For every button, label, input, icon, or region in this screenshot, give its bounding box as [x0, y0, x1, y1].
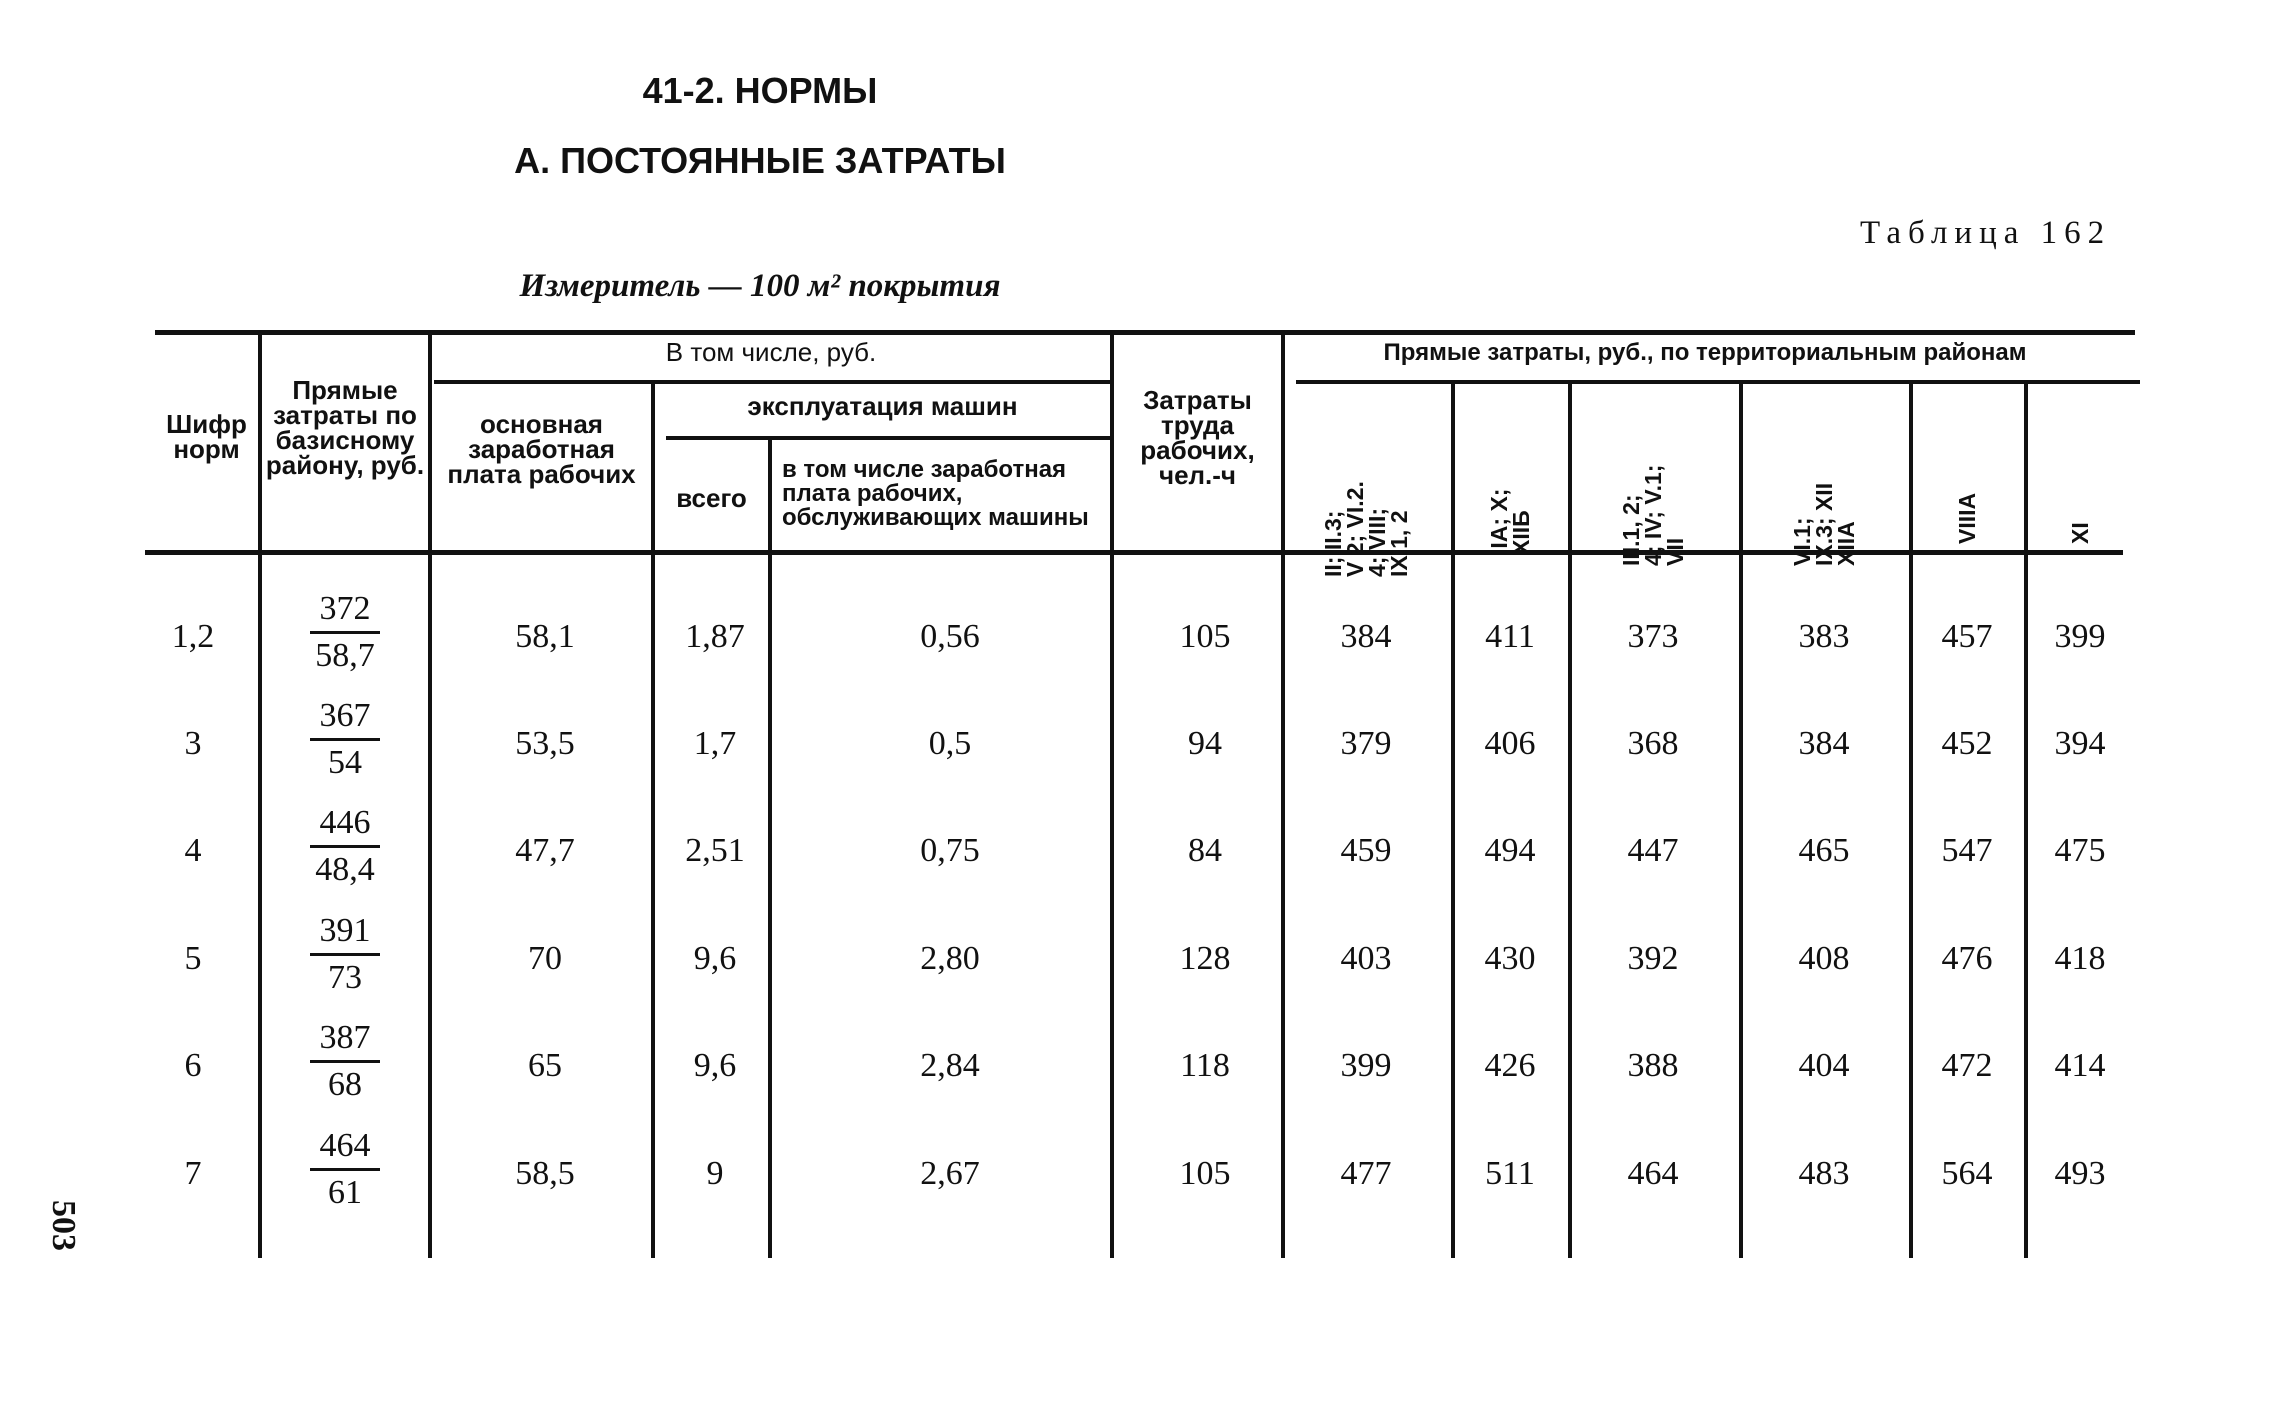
header-code: Шифр норм [166, 409, 247, 464]
region-cost-cell: 511 [1485, 1155, 1535, 1192]
region-cost-cell: 384 [1340, 618, 1392, 655]
header-rule-regions [1296, 380, 2140, 384]
direct-cost-fraction [285, 804, 405, 889]
wage-cell: 47,7 [515, 832, 575, 869]
direct-cost-fraction [285, 1019, 405, 1104]
header-rule-including [434, 380, 1110, 384]
col-rule-7 [1451, 383, 1455, 1258]
direct-cost-fraction [285, 912, 405, 997]
direct-cost-total: 391 [319, 912, 371, 949]
region-header-4: VI.1; IX.3; XII XIIA [1789, 482, 1859, 566]
wage-cell: 58,5 [515, 1155, 575, 1192]
labor-cell: 84 [1188, 832, 1222, 869]
header-direct-costs: Прямые затраты по базисному району, руб. [265, 375, 425, 480]
region-cost-cell: 430 [1484, 940, 1536, 977]
code-cell: 5 [184, 940, 202, 977]
machines-wage-cell: 0,56 [920, 618, 980, 655]
region-cost-cell: 447 [1627, 832, 1679, 869]
region-header-3: III.1, 2; 4; IV; V.1; VII [1618, 464, 1688, 566]
region-cost-cell: 483 [1798, 1155, 1850, 1192]
code-cell: 4 [184, 832, 202, 869]
labor-cell: 94 [1188, 725, 1222, 762]
fraction-bar [310, 1060, 380, 1063]
fraction-bar [310, 738, 380, 741]
labor-cell: 105 [1179, 1155, 1231, 1192]
region-cost-cell: 477 [1340, 1155, 1392, 1192]
region-header-6: XI [2067, 522, 2093, 544]
fraction-bar [310, 845, 380, 848]
machines-wage-cell: 2,67 [920, 1155, 980, 1192]
header-labor: Затраты труда рабочих, чел.-ч [1140, 385, 1255, 490]
region-cost-cell: 472 [1941, 1047, 1993, 1084]
region-cost-cell: 392 [1627, 940, 1679, 977]
machines-wage-cell: 0,75 [920, 832, 980, 869]
machines-total-cell: 9,6 [693, 1047, 737, 1084]
col-rule-9 [1739, 383, 1743, 1258]
region-cost-cell: 411 [1485, 618, 1535, 655]
direct-cost-total: 367 [319, 697, 371, 734]
region-cost-cell: 418 [2054, 940, 2106, 977]
machines-wage-cell: 2,84 [920, 1047, 980, 1084]
region-header-1: II; II.3; V 2; VI.2. 4; VIII; IX.1, 2 [1320, 481, 1412, 577]
region-cost-cell: 465 [1798, 832, 1850, 869]
region-cost-cell: 394 [2054, 725, 2106, 762]
region-cost-cell: 493 [2054, 1155, 2106, 1192]
col-rule-8 [1568, 383, 1572, 1258]
region-cost-cell: 404 [1798, 1047, 1850, 1084]
machines-total-cell: 2,51 [685, 832, 745, 869]
wage-cell: 53,5 [515, 725, 575, 762]
direct-cost-wage-part: 68 [328, 1066, 362, 1103]
region-cost-cell: 384 [1798, 725, 1850, 762]
region-cost-cell: 368 [1627, 725, 1679, 762]
col-rule-3 [651, 383, 655, 1258]
region-cost-cell: 399 [2054, 618, 2106, 655]
page-number: 503 [45, 1200, 82, 1251]
direct-cost-wage-part: 73 [328, 959, 362, 996]
fraction-bar [310, 1168, 380, 1171]
machines-total-cell: 9,6 [693, 940, 737, 977]
machines-total-cell: 1,87 [685, 618, 745, 655]
fraction-bar [310, 631, 380, 634]
header-rule-machines [666, 436, 1110, 440]
region-cost-cell: 403 [1340, 940, 1392, 977]
region-cost-cell: 399 [1340, 1047, 1392, 1084]
header-regions: Прямые затраты, руб., по территориальным районам [1383, 339, 2027, 366]
machines-total-cell: 1,7 [693, 725, 737, 762]
wage-cell: 65 [528, 1047, 562, 1084]
header-machines: эксплуатация машин [747, 391, 1018, 421]
direct-cost-fraction [285, 1127, 405, 1212]
region-cost-cell: 476 [1941, 940, 1993, 977]
measurer-caption: Измеритель — 100 м² покрытия [519, 268, 1001, 304]
section-title: 41-2. НОРМЫ [642, 70, 878, 111]
direct-cost-wage-part: 48,4 [315, 851, 375, 888]
labor-cell: 105 [1179, 618, 1231, 655]
region-cost-cell: 475 [2054, 832, 2106, 869]
direct-cost-fraction [285, 697, 405, 782]
code-cell: 1,2 [171, 618, 215, 655]
subsection-title: А. ПОСТОЯННЫЕ ЗАТРАТЫ [514, 140, 1006, 181]
region-cost-cell: 452 [1941, 725, 1993, 762]
region-cost-cell: 457 [1941, 618, 1993, 655]
machines-wage-cell: 0,5 [928, 725, 972, 762]
direct-cost-wage-part: 54 [328, 744, 362, 781]
region-cost-cell: 459 [1340, 832, 1392, 869]
region-cost-cell: 383 [1798, 618, 1850, 655]
direct-cost-total: 446 [319, 804, 371, 841]
direct-cost-fraction [285, 590, 405, 675]
region-cost-cell: 564 [1941, 1155, 1993, 1192]
header-machines-wage: в том числе заработная плата рабочих, обслуживающих машины [782, 456, 1089, 531]
region-cost-cell: 547 [1941, 832, 1993, 869]
direct-cost-wage-part: 61 [328, 1174, 362, 1211]
region-cost-cell: 379 [1340, 725, 1392, 762]
header-including: В том числе, руб. [665, 337, 877, 367]
fraction-bar [310, 953, 380, 956]
region-cost-cell: 408 [1798, 940, 1850, 977]
header-wage: основная заработная плата рабочих [447, 409, 636, 489]
col-rule-6 [1281, 333, 1285, 1258]
region-cost-cell: 414 [2054, 1047, 2106, 1084]
col-rule-10 [1909, 383, 1913, 1258]
labor-cell: 128 [1179, 940, 1231, 977]
region-cost-cell: 426 [1484, 1047, 1536, 1084]
region-cost-cell: 388 [1627, 1047, 1679, 1084]
table-top-rule [155, 330, 2135, 335]
wage-cell: 58,1 [515, 618, 575, 655]
table-label: Таблица 162 [1860, 215, 2112, 251]
wage-cell: 70 [528, 940, 562, 977]
machines-total-cell: 9 [706, 1155, 724, 1192]
region-header-5: VIIIA [1954, 492, 1980, 544]
direct-cost-total: 387 [319, 1019, 371, 1056]
labor-cell: 118 [1180, 1047, 1230, 1084]
region-cost-cell: 373 [1627, 618, 1679, 655]
region-header-2: IIA; X; XIIБ [1486, 488, 1534, 555]
col-rule-11 [2024, 383, 2028, 1258]
header-machines-total: всего [676, 483, 747, 513]
direct-cost-total: 464 [319, 1127, 371, 1164]
code-cell: 3 [184, 725, 202, 762]
code-cell: 7 [184, 1155, 202, 1192]
direct-cost-total: 372 [319, 590, 371, 627]
machines-wage-cell: 2,80 [920, 940, 980, 977]
region-cost-cell: 464 [1627, 1155, 1679, 1192]
region-cost-cell: 494 [1484, 832, 1536, 869]
code-cell: 6 [184, 1047, 202, 1084]
region-cost-cell: 406 [1484, 725, 1536, 762]
direct-cost-wage-part: 58,7 [315, 637, 375, 674]
